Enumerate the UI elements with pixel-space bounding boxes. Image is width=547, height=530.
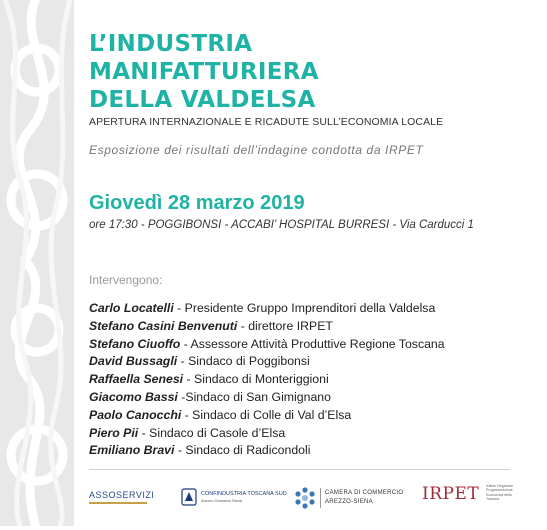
speaker-role: - Assessore Attività Produttive Regione Toscana bbox=[180, 336, 445, 351]
confindustria-emblem-icon bbox=[181, 488, 197, 506]
speaker-name: Stefano Casini Benvenuti bbox=[89, 318, 238, 333]
decorative-side-band bbox=[0, 0, 74, 526]
confindustria-region: Arezzo Grosseto Siena bbox=[201, 498, 243, 503]
speaker-role: -Sindaco di San Gimignano bbox=[177, 389, 331, 404]
speakers-label: Intervengono: bbox=[89, 273, 163, 287]
speaker-role: - direttore IRPET bbox=[237, 318, 333, 333]
speaker-item bbox=[89, 371, 445, 389]
speakers-list bbox=[89, 300, 445, 460]
speaker-role: - Presidente Gruppo Imprenditori della Valdelsa bbox=[173, 301, 436, 315]
speaker-item bbox=[89, 318, 445, 336]
speaker-item bbox=[89, 300, 445, 318]
event-title-line-2: MANIFATTURIERA bbox=[89, 59, 319, 85]
speaker-name: David Bussagli bbox=[89, 354, 178, 369]
confindustria-name: CONFINDUSTRIA TOSCANA SUD bbox=[201, 491, 287, 497]
event-subtitle: APERTURA INTERNAZIONALE E RICADUTE SULL’ECONOMIA LOCALE bbox=[89, 116, 444, 128]
speaker-name: Carlo Locatelli bbox=[89, 301, 174, 315]
camera-commercio-name: CAMERA DI COMMERCIO bbox=[325, 490, 404, 496]
speaker-name: Emiliano Bravi bbox=[89, 443, 175, 458]
irpet-wordmark: IRPET bbox=[422, 484, 480, 504]
speaker-item bbox=[89, 425, 445, 443]
speaker-role: - Sindaco di Casole d’Elsa bbox=[138, 425, 286, 440]
speaker-name: Raffaella Senesi bbox=[89, 372, 184, 387]
sponsor-logos bbox=[89, 478, 519, 518]
speaker-name: Paolo Canocchi bbox=[89, 407, 182, 422]
irpet-subtitle: Istituto Regionale Programmazione Economica della Toscana bbox=[486, 484, 514, 502]
camera-commercio-logo bbox=[289, 478, 419, 518]
speaker-name: Giacomo Bassi bbox=[89, 389, 178, 404]
camera-commercio-emblem-icon bbox=[293, 486, 317, 510]
event-title-line-1: L’INDUSTRIA bbox=[89, 31, 253, 57]
event-title-line-3: DELLA VALDELSA bbox=[89, 87, 316, 113]
speaker-item bbox=[89, 442, 445, 460]
speaker-role: - Sindaco di Monteriggioni bbox=[183, 372, 329, 387]
speaker-name: Piero Pii bbox=[89, 425, 139, 440]
speaker-item bbox=[89, 407, 445, 425]
speaker-item bbox=[89, 389, 445, 407]
event-date: Giovedì 28 marzo 2019 bbox=[89, 192, 305, 214]
event-venue: ore 17:30 - POGGIBONSI - ACCABI’ HOSPITAL BURRESI - Via Carducci 1 bbox=[89, 219, 474, 231]
assoservizi-underline bbox=[89, 502, 147, 504]
speaker-item bbox=[89, 336, 445, 354]
speaker-role: - Sindaco di Poggibonsi bbox=[177, 354, 310, 369]
assoservizi-logo bbox=[89, 490, 154, 530]
assoservizi-wordmark: ASSOSERVIZI bbox=[89, 490, 155, 500]
camera-commercio-city: AREZZO-SIENA bbox=[325, 499, 373, 505]
footer-divider bbox=[89, 469, 510, 470]
ornament-pattern-icon bbox=[0, 0, 74, 526]
speaker-item bbox=[89, 353, 445, 371]
camera-commercio-separator bbox=[320, 488, 321, 508]
irpet-logo bbox=[422, 478, 522, 518]
confindustria-logo bbox=[181, 478, 287, 518]
event-tagline: Esposizione dei risultati dell’indagine condotta da IRPET bbox=[89, 143, 424, 157]
speaker-name: Stefano Ciuoffo bbox=[89, 336, 181, 351]
speaker-role: - Sindaco di Colle di Val d’Elsa bbox=[181, 407, 352, 422]
speaker-role: - Sindaco di Radicondoli bbox=[174, 443, 311, 458]
